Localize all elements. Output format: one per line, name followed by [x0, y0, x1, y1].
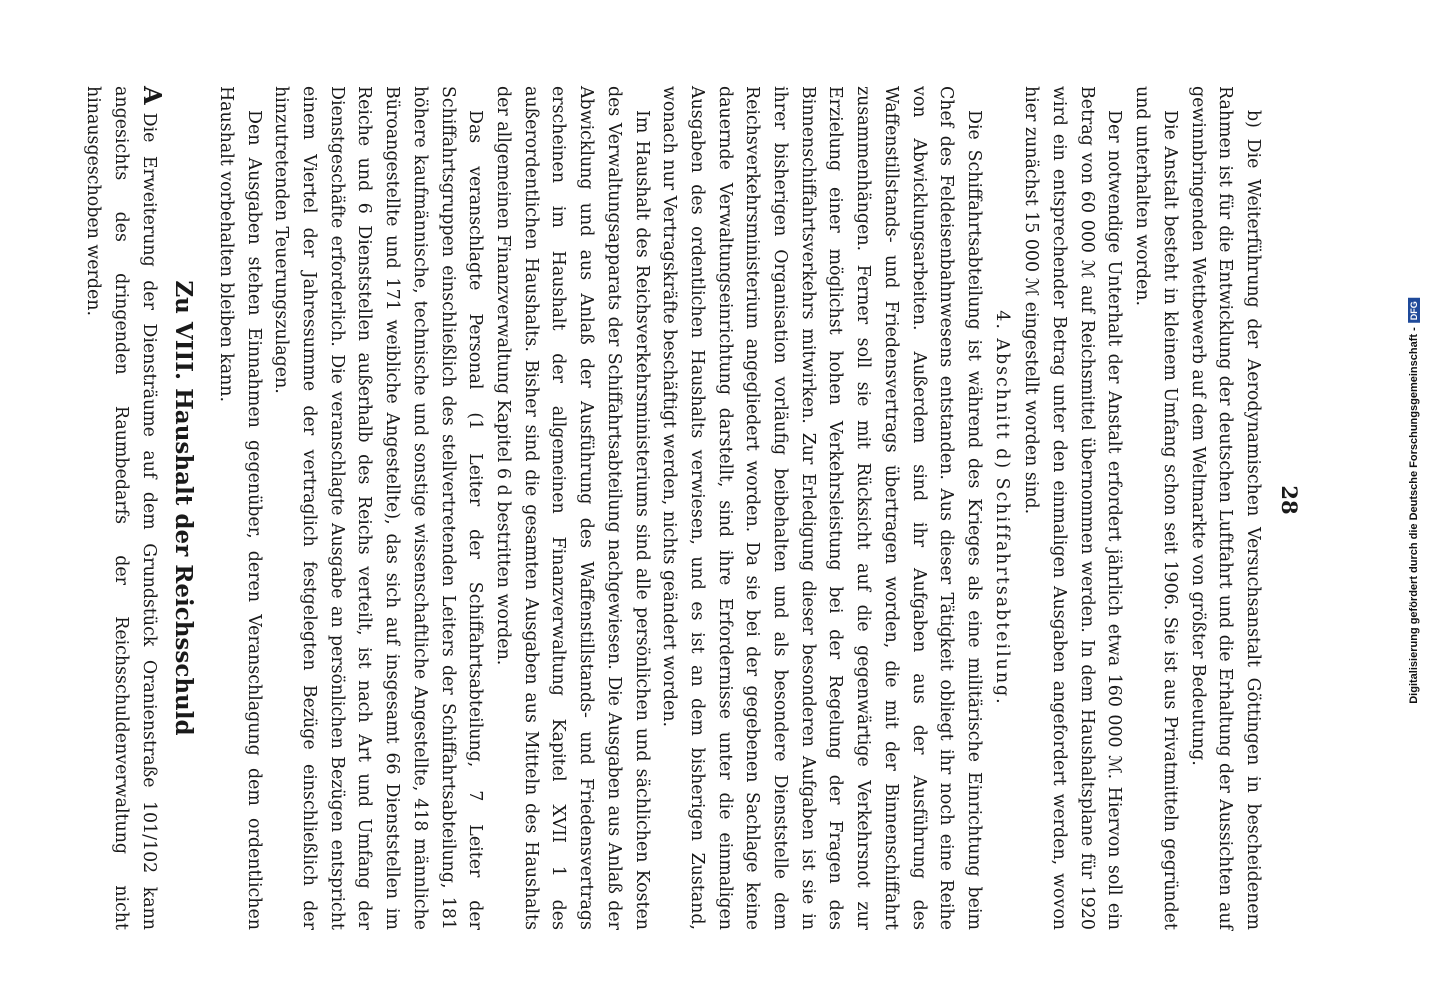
paragraph-b: b) Die Weiterführung der Aerodynamischen Versuchsanstalt Göttingen in bescheidenem Rahmen ist für die Entwicklung der deutschen Luftfahrt und die Erhaltung der Aussichten auf gewinnbringenden Wettbewerb auf dem Weltmarkte von größter Bedeutung.: [1187, 86, 1263, 930]
chapter-roman: VIII.: [170, 321, 198, 381]
paragraph-a: [78, 86, 165, 930]
paragraph-anstalt: Die Anstalt besteht in kleinem Umfang schon seit 1906. Sie ist aus Privatmitteln gegründet und unterhalten worden.: [1132, 86, 1180, 930]
paragraph-einnahmen: Den Ausgaben stehen Einnahmen gegenüber, deren Veranschlagung dem ordentlichen Haushalt vorbehalten bleiben kann.: [215, 86, 264, 930]
page-number: 28: [1277, 485, 1302, 515]
paragraph-unterhalt: Der notwendige Unterhalt der Anstalt erfordert jährlich etwa 160 000 ℳ. Hiervon soll ein Betrag von 60 000 ℳ auf Reichsmittel übernommen werden. In dem Haushaltsplane für 1920 wird ein entsprechender Betrag unter den einmaligen Ausgaben angefordert werden, wovon hier zunächst 15 000 ℳ eingestellt worden sind.: [1021, 86, 1125, 930]
section-letter-a: A: [137, 86, 167, 105]
chapter-title: Haushalt der Reichsschuld: [170, 388, 198, 736]
digitization-sidebar: [1394, 6, 1434, 996]
paragraph-personal: Das veranschlagte Personal (1 Leiter der Schiffahrtsabteilung, 7 Leiter der Schiffahrtsgruppen einschließlich des stellvertretenden Leiters der Schiffahrtsabteilung, 181 höhere kaufmännische, technische und sonstige wissenschaftliche Angestellte, 418 männliche Büroangestellte und 171 weibliche Angestellte), das sich auf insgesamt 66 Dienststellen im Reiche und 6 Dienststellen außerhalb des Reichs verteilt, ist nach Art und Umfang der Dienstgeschäfte erforderlich. Die veranschlagte Ausgabe an persönlichen Bezügen entspricht einem Viertel der Jahressumme der vertraglich festgelegten Bezüge einschließlich der hinzutretenden Teuerungszulagen.: [271, 86, 486, 930]
paragraph-a-text: Die Erweiterung der Diensträume auf dem Grundstück Oranienstraße 101/102 kann angesichts des dringenden Raumbedarfs der Reichsschuldenverwaltung nicht hinausgeschoben werden.: [83, 86, 159, 930]
document-body: [78, 86, 1266, 930]
dfg-credit-text: Digitalisierung gefördert durch die Deutsche Forschungsgemeinschaft -: [1408, 327, 1420, 704]
paragraph-schiffahrtsabteilung: Die Schiffahrtsabteilung ist während des Krieges als eine militärische Einrichtung beim Chef des Feldeisenbahnwesens entstanden. Aus dieser Tätigkeit obliegt ihr noch eine Reihe von Abwicklungsarbeiten. Außerdem sind ihr Aufgaben aus der Ausführung des Waffenstillstands- und Friedensvertrags übertragen worden, die mit der Binnenschiffahrt zusammenhängen. Ferner soll sie mit Rücksicht auf die gegenwärtige Verkehrsnot zur Erzielung einer möglichst hohen Verkehrsleistung bei der Regelung der Fragen des Binnenschiffahrtsverkehrs mitwirken. Zur Erledigung dieser besonderen Aufgaben ist sie in ihrer bisherigen Organisation vorläufig beibehalten und als besondere Dienststelle dem Reichsverkehrsministerium angegliedert worden. Da sie bei der gegebenen Sachlage keine dauernde Verwaltungseinrichtung darstellt, sind ihre Erfordernisse unter die einmaligen Ausgaben des ordentlichen Haushalts verwiesen, und es ist an dem bisherigen Zustand, wonach nur Vertragskräfte beschäftigt werden, nichts geändert worden.: [659, 86, 984, 930]
chapter-prefix: Zu: [170, 280, 198, 314]
dfg-logo: DFG: [1408, 298, 1420, 323]
dfg-credit: [1408, 298, 1420, 704]
paragraph-haushalt: Im Haushalt des Reichsverkehrsministeriums sind alle persönlichen und sächlichen Kosten des Verwaltungsapparats der Schiffahrtsabteilung nachgewiesen. Die Ausgaben aus Anlaß der Abwicklung und aus Anlaß der Ausführung des Waffenstillstands- und Friedensvertrags erscheinen im Haushalt der allgemeinen Finanzverwaltung Kapitel XVII 1 des außerordentlichen Haushalts. Bisher sind die gesamten Ausgaben aus Mitteln des Haushalts der allgemeinen Finanzverwaltung Kapitel 6 d bestritten worden.: [493, 86, 652, 930]
rotated-text-block: [83, 50, 1310, 950]
chapter-heading: [170, 86, 198, 930]
section-heading-schiffahrt: 4. Abschnitt d) Schiffahrtsabteilung.: [991, 310, 1012, 706]
